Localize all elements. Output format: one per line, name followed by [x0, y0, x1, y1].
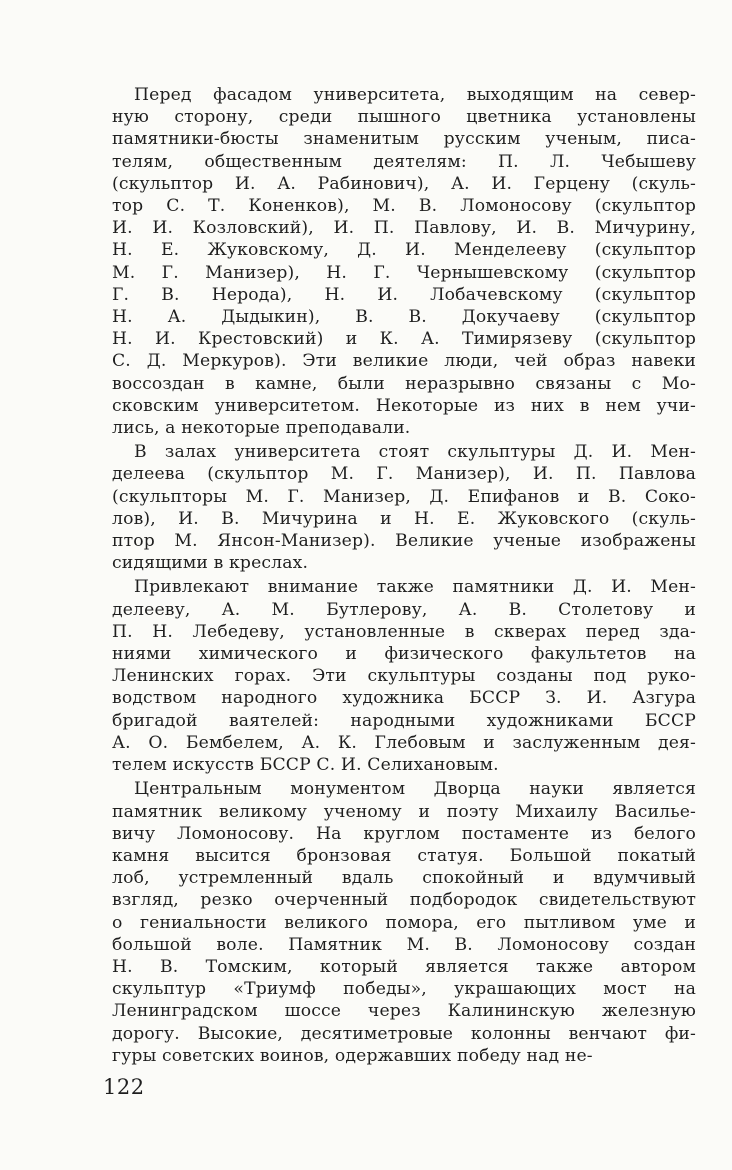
- text-line: М. Г. Манизер), Н. Г. Чернышевскому (скульптор: [112, 262, 696, 283]
- text-line: (скульптор И. А. Рабинович), А. И. Герцену (скуль-: [112, 173, 696, 194]
- text-line: камня высится бронзовая статуя. Большой покатый: [112, 845, 696, 866]
- paragraph: [112, 576, 696, 776]
- text-line: лоб, устремленный вдаль спокойный и вдумчивый: [112, 868, 696, 889]
- text-line: лись, а некоторые преподавали.: [112, 418, 411, 439]
- text-line: (скульпторы М. Г. Манизер, Д. Епифанов и В. Соко-: [112, 486, 696, 507]
- page-number: 122: [103, 1075, 145, 1099]
- text-line: телям, общественным деятелям: П. Л. Чебышеву: [112, 151, 696, 172]
- text-line: В залах университета стоят скульптуры Д. И. Мен-: [134, 442, 696, 463]
- text-line: большой воле. Памятник М. В. Ломоносову создан: [112, 934, 696, 955]
- text-line: Н. И. Крестовский) и К. А. Тимирязеву (скульптор: [112, 329, 696, 350]
- paragraph: [112, 84, 696, 439]
- text-line: сковским университетом. Некоторые из них в нем учи-: [112, 395, 696, 416]
- text-line: делееву, А. М. Бутлерову, А. В. Столетову и: [112, 599, 696, 620]
- text-line: памятники-бюсты знаменитым русским ученым, писа-: [112, 129, 696, 150]
- text-line: Г. В. Нерода), Н. И. Лобачевскому (скульптор: [112, 284, 696, 305]
- text-line: телем искусств БССР С. И. Селихановым.: [112, 755, 499, 776]
- text-line: Ленинградском шоссе через Калининскую железную: [112, 1001, 696, 1022]
- text-line: Центральным монументом Дворца науки является: [134, 779, 696, 800]
- text-line: П. Н. Лебедеву, установленные в скверах перед зда-: [112, 621, 696, 642]
- text-line: памятник великому ученому и поэту Михаилу Василье-: [112, 801, 696, 822]
- text-line: бригадой ваятелей: народными художниками БССР: [112, 710, 696, 731]
- text-line: дорогу. Высокие, десятиметровые колонны венчают фи-: [112, 1023, 696, 1044]
- text-line: о гениальности великого помора, его пытливом уме и: [112, 912, 696, 933]
- text-line: И. И. Козловский), И. П. Павлову, И. В. Мичурину,: [112, 218, 696, 239]
- text-line: делеева (скульптор М. Г. Манизер), И. П. Павлова: [112, 464, 696, 485]
- text-line: гуры советских воинов, одержавших победу над не-: [112, 1045, 593, 1066]
- text-line: лов), И. В. Мичурина и Н. Е. Жуковского (скуль-: [112, 508, 696, 529]
- text-line: взгляд, резко очерченный подбородок свидетельствуют: [112, 890, 696, 911]
- text-line: вичу Ломоносову. На круглом постаменте из белого: [112, 823, 696, 844]
- text-line: птор М. Янсон-Манизер). Великие ученые изображены: [112, 531, 696, 552]
- paragraph: [112, 778, 696, 1067]
- text-line: водством народного художника БССР З. И. Азгура: [112, 688, 696, 709]
- text-line: скульптур «Триумф победы», украшающих мост на: [112, 979, 696, 1000]
- text-line: Привлекают внимание также памятники Д. И. Мен-: [134, 577, 696, 598]
- text-line: ниями химического и физического факультетов на: [112, 644, 696, 665]
- text-line: Н. А. Дыдыкин), В. В. Докучаеву (скульптор: [112, 307, 696, 328]
- text-line: Н. В. Томским, который является также автором: [112, 956, 696, 977]
- text-line: А. О. Бембелем, А. К. Глебовым и заслуженным дея-: [112, 732, 696, 753]
- text-line: Н. Е. Жуковскому, Д. И. Менделееву (скульптор: [112, 240, 696, 261]
- text-line: воссоздан в камне, были неразрывно связаны с Мо-: [112, 373, 696, 394]
- text-line: тор С. Т. Коненков), М. В. Ломоносову (скульптор: [112, 196, 696, 217]
- paragraph: [112, 441, 696, 574]
- text-line: сидящими в креслах.: [112, 553, 309, 574]
- text-line: С. Д. Меркуров). Эти великие люди, чей образ навеки: [112, 351, 696, 372]
- text-line: Ленинских горах. Эти скульптуры созданы под руко-: [112, 666, 696, 687]
- body-text: [112, 84, 696, 1069]
- text-line: Перед фасадом университета, выходящим на север-: [134, 85, 696, 105]
- text-line: ную сторону, среди пышного цветника установлены: [112, 107, 696, 128]
